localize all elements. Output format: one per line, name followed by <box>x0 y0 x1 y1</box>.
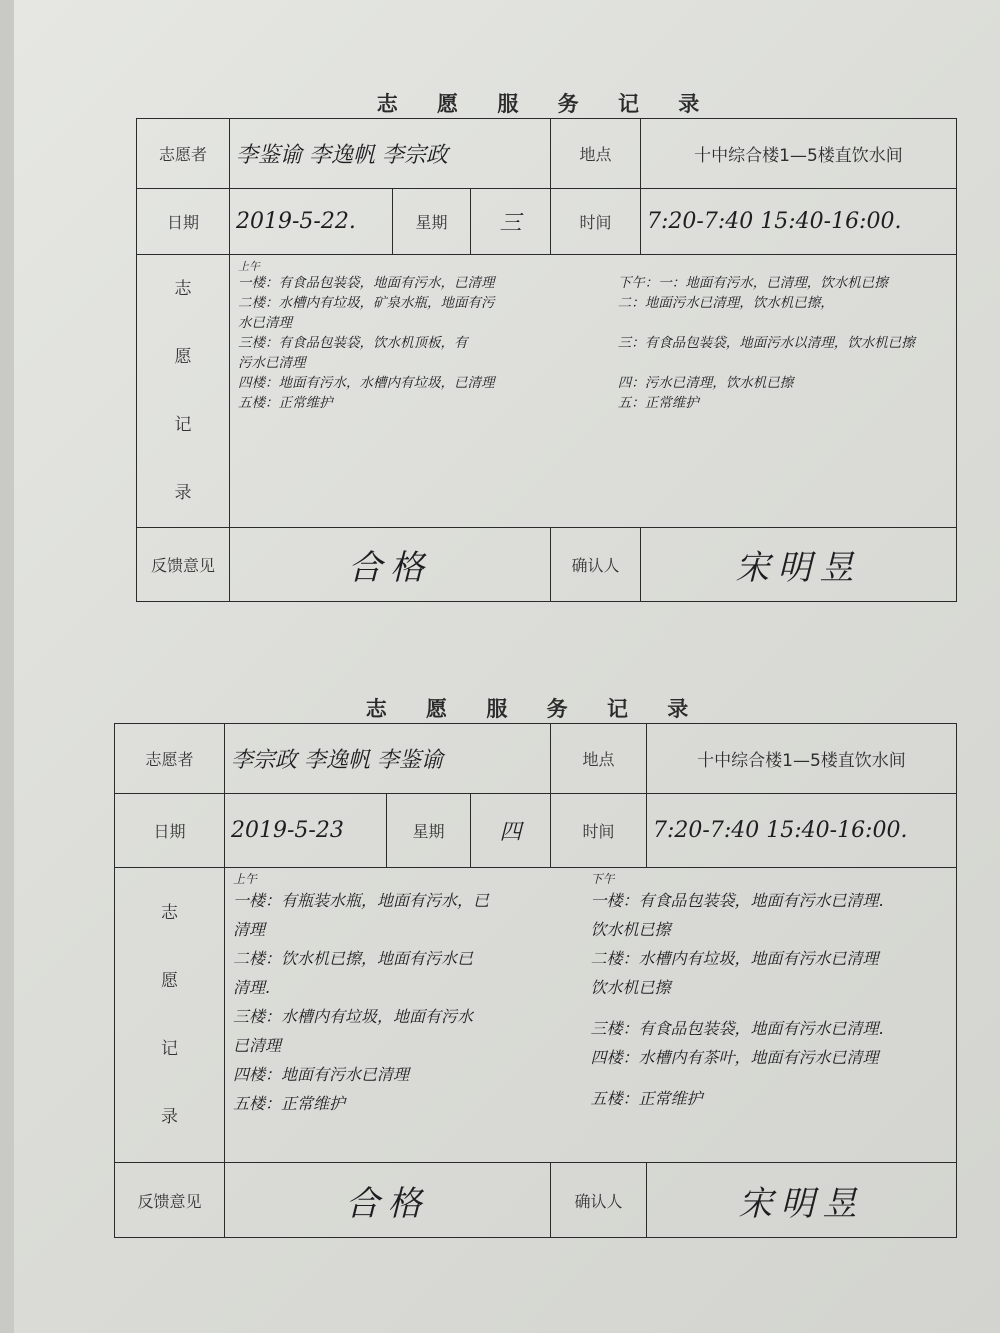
location-label: 地点 <box>551 119 641 189</box>
time-label: 时间 <box>551 794 647 868</box>
location-value: 十中综合楼1—5楼直饮水间 <box>647 724 957 794</box>
volunteer-record-form-2 <box>114 693 956 1238</box>
confirmer-label: 确认人 <box>551 528 641 602</box>
volunteers-value: 李宗政 李逸帆 李鉴谕 <box>225 724 551 794</box>
confirmer-signature: 宋明昱 <box>641 528 957 602</box>
form-title: 志 愿 服 务 记 录 <box>365 696 705 721</box>
morning-notes: 上午 一楼：有食品包装袋，地面有污水，已清理 二楼：水槽内有垃圾，矿泉水瓶，地面有污 水已清理 三楼：有食品包装袋，饮水机顶板，有 污水已清理 四楼：地面有污水，水槽内有垃圾，已清理 五楼：正常维护 <box>238 260 495 411</box>
feedback-value: 合格 <box>230 528 551 602</box>
weekday-value: 四 <box>471 794 551 868</box>
volunteer-record-form-1 <box>136 88 956 602</box>
volunteers-label: 志愿者 <box>115 724 225 794</box>
afternoon-notes: 下午 一楼：有食品包装袋，地面有污水已清理. 饮水机已擦 二楼：水槽内有垃圾，地面有污水已清理 饮水机已擦 三楼：有食品包装袋，地面有污水已清理. 四楼：水槽内有茶叶，地面有污水已清理 五楼：正常维护 <box>590 872 884 1108</box>
weekday-label: 星期 <box>393 189 471 255</box>
date-label: 日期 <box>137 189 230 255</box>
confirmer-label: 确认人 <box>551 1163 647 1238</box>
volunteers-label: 志愿者 <box>137 119 230 189</box>
record-content <box>225 868 957 1163</box>
record-label: 志 愿 记 录 <box>115 868 225 1163</box>
record-table <box>136 118 957 602</box>
feedback-label: 反馈意见 <box>137 528 230 602</box>
location-label: 地点 <box>551 724 647 794</box>
weekday-value: 三 <box>471 189 551 255</box>
date-value: 2019-5-23 <box>225 794 387 868</box>
record-table <box>114 723 957 1238</box>
paper-sheet <box>14 0 1000 1333</box>
date-label: 日期 <box>115 794 225 868</box>
form-title: 志 愿 服 务 记 录 <box>376 91 716 116</box>
feedback-value: 合格 <box>225 1163 551 1238</box>
volunteers-value: 李鉴谕 李逸帆 李宗政 <box>230 119 551 189</box>
location-value: 十中综合楼1—5楼直饮水间 <box>641 119 957 189</box>
feedback-label: 反馈意见 <box>115 1163 225 1238</box>
record-content <box>230 255 957 528</box>
time-value: 7:20-7:40 15:40-16:00. <box>647 794 957 868</box>
confirmer-signature: 宋明昱 <box>647 1163 957 1238</box>
morning-notes: 上午 一楼：有瓶装水瓶，地面有污水，已 清理 二楼：饮水机已擦，地面有污水已 清理. 三楼：水槽内有垃圾，地面有污水 已清理 四楼：地面有污水已清理 五楼：正常维护 <box>233 872 490 1113</box>
weekday-label: 星期 <box>387 794 471 868</box>
date-value: 2019-5-22. <box>230 189 393 255</box>
afternoon-notes: 下午：一：地面有污水，已清理，饮水机已擦 二：地面污水已清理，饮水机已擦， 三：有食品包装袋，地面污水以清理，饮水机已擦 四：污水已清理，饮水机已擦 五：正常维护 <box>617 275 915 411</box>
record-label: 志 愿 记 录 <box>137 255 230 528</box>
time-value: 7:20-7:40 15:40-16:00. <box>641 189 957 255</box>
time-label: 时间 <box>551 189 641 255</box>
